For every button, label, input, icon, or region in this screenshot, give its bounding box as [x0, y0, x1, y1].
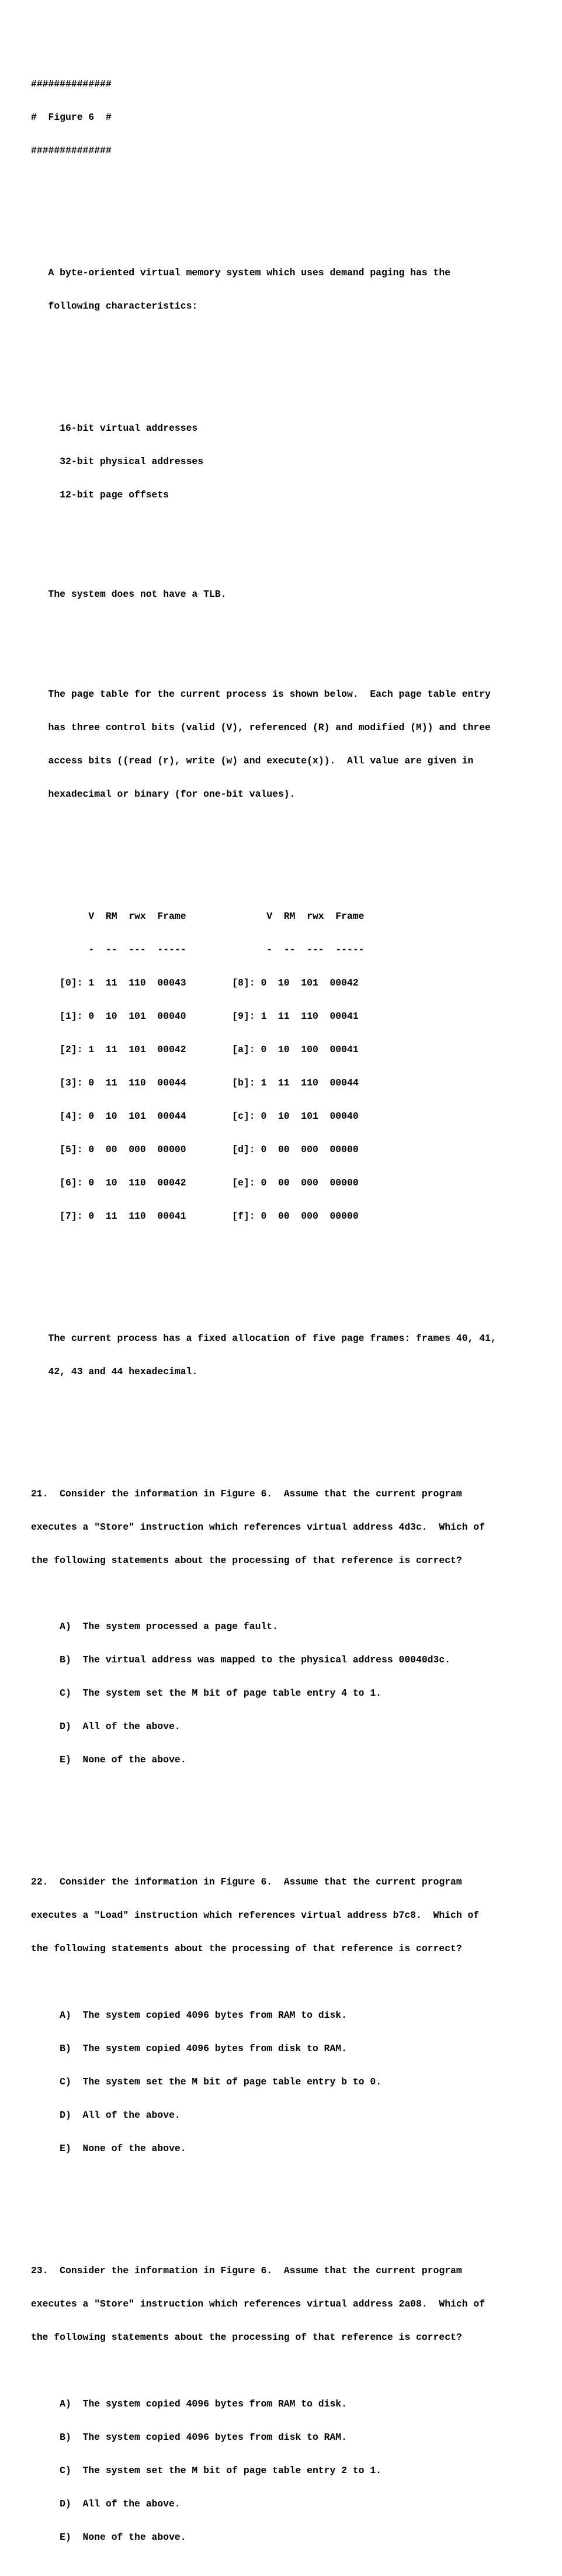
question-22 — [31, 1854, 497, 2176]
answer-option: E) None of the above. — [31, 2531, 186, 2543]
characteristic-item: 16-bit virtual addresses — [31, 422, 198, 434]
question-stem: the following statements about the processing of that reference is correct? — [31, 1554, 462, 1566]
characteristics-list — [31, 400, 497, 523]
characteristic-item: 32-bit physical addresses — [31, 455, 204, 467]
question-stem: 23. Consider the information in Figure 6. Assume that the current program — [31, 2264, 462, 2276]
figure-title: # Figure 6 # — [31, 112, 112, 123]
answer-option: C) The system set the M bit of page table entry 2 to 1. — [31, 2464, 381, 2476]
question-stem: executes a "Store" instruction which references virtual address 4d3c. Which of — [31, 1521, 485, 1533]
question-stem: the following statements about the processing of that reference is correct? — [31, 1943, 462, 1955]
table-intro-line: The page table for the current process is shown below. Each page table entry — [31, 689, 491, 700]
table-row: [3]: 0 11 110 00044 [b]: 1 11 110 00044 — [31, 1077, 359, 1088]
table-row: [6]: 0 10 110 00042 [e]: 0 00 000 00000 — [31, 1177, 359, 1188]
answer-option: D) All of the above. — [31, 2498, 181, 2509]
page-table — [31, 888, 497, 1244]
page-table-separator: - -- --- ----- - -- --- ----- — [31, 943, 365, 955]
question-stem: executes a "Store" instruction which references virtual address 2a08. Which of — [31, 2298, 485, 2309]
answer-option: A) The system copied 4096 bytes from RAM to disk. — [31, 2009, 347, 2021]
answer-option: E) None of the above. — [31, 2142, 186, 2154]
answer-option: C) The system set the M bit of page table entry 4 to 1. — [31, 1688, 381, 1699]
allocation-line: The current process has a fixed allocation of five page frames: frames 40, 41, — [31, 1332, 497, 1344]
question-stem: the following statements about the processing of that reference is correct? — [31, 2331, 462, 2343]
table-row: [7]: 0 11 110 00041 [f]: 0 00 000 00000 — [31, 1210, 359, 1222]
question-stem: 22. Consider the information in Figure 6. Assume that the current program — [31, 1876, 462, 1888]
question-23 — [31, 2243, 497, 2565]
question-stem: executes a "Load" instruction which references virtual address b7c8. Which of — [31, 1910, 480, 1921]
answer-option: B) The system copied 4096 bytes from disk to RAM. — [31, 2431, 347, 2443]
header-border-bottom: ############## — [31, 145, 112, 156]
characteristic-item: 12-bit page offsets — [31, 489, 169, 500]
intro-line: following characteristics: — [31, 300, 198, 312]
answer-option: D) All of the above. — [31, 2109, 181, 2121]
table-row: [2]: 1 11 101 00042 [a]: 0 10 100 00041 — [31, 1043, 359, 1055]
answer-option: A) The system processed a page fault. — [31, 1621, 278, 1633]
table-intro-line: hexadecimal or binary (for one-bit values). — [31, 789, 296, 800]
answer-option: E) None of the above. — [31, 1754, 186, 1766]
intro-line: A byte-oriented virtual memory system which uses demand paging has the — [31, 267, 451, 278]
table-row: [0]: 1 11 110 00043 [8]: 0 10 101 00042 — [31, 977, 359, 988]
answer-option: B) The system copied 4096 bytes from disk to RAM. — [31, 2042, 347, 2054]
question-stem: 21. Consider the information in Figure 6. Assume that the current program — [31, 1488, 462, 1499]
answer-option: A) The system copied 4096 bytes from RAM to disk. — [31, 2398, 347, 2409]
answer-option: C) The system set the M bit of page table entry b to 0. — [31, 2076, 381, 2087]
tlb-note: The system does not have a TLB. — [31, 589, 227, 600]
page-table-header: V RM rwx Frame V RM rwx Frame — [31, 910, 365, 922]
table-row: [5]: 0 00 000 00000 [d]: 0 00 000 00000 — [31, 1143, 359, 1155]
allocation-paragraph — [31, 1311, 497, 1399]
document-page — [31, 34, 497, 2576]
table-intro-paragraph — [31, 666, 497, 822]
allocation-line: 42, 43 and 44 hexadecimal. — [31, 1365, 198, 1377]
answer-option: D) All of the above. — [31, 1721, 181, 1733]
table-intro-line: access bits ((read (r), write (w) and execute(x)). All value are given in — [31, 755, 474, 767]
question-21 — [31, 1466, 497, 1788]
table-row: [1]: 0 10 101 00040 [9]: 1 11 110 00041 — [31, 1010, 359, 1022]
header-border-top: ############## — [31, 78, 112, 89]
intro-paragraph — [31, 245, 497, 334]
answer-option: B) The virtual address was mapped to the physical address 00040d3c. — [31, 1654, 451, 1666]
table-row: [4]: 0 10 101 00044 [c]: 0 10 101 00040 — [31, 1110, 359, 1122]
table-intro-line: has three control bits (valid (V), referenced (R) and modified (M)) and three — [31, 722, 491, 734]
figure-header — [31, 56, 497, 178]
